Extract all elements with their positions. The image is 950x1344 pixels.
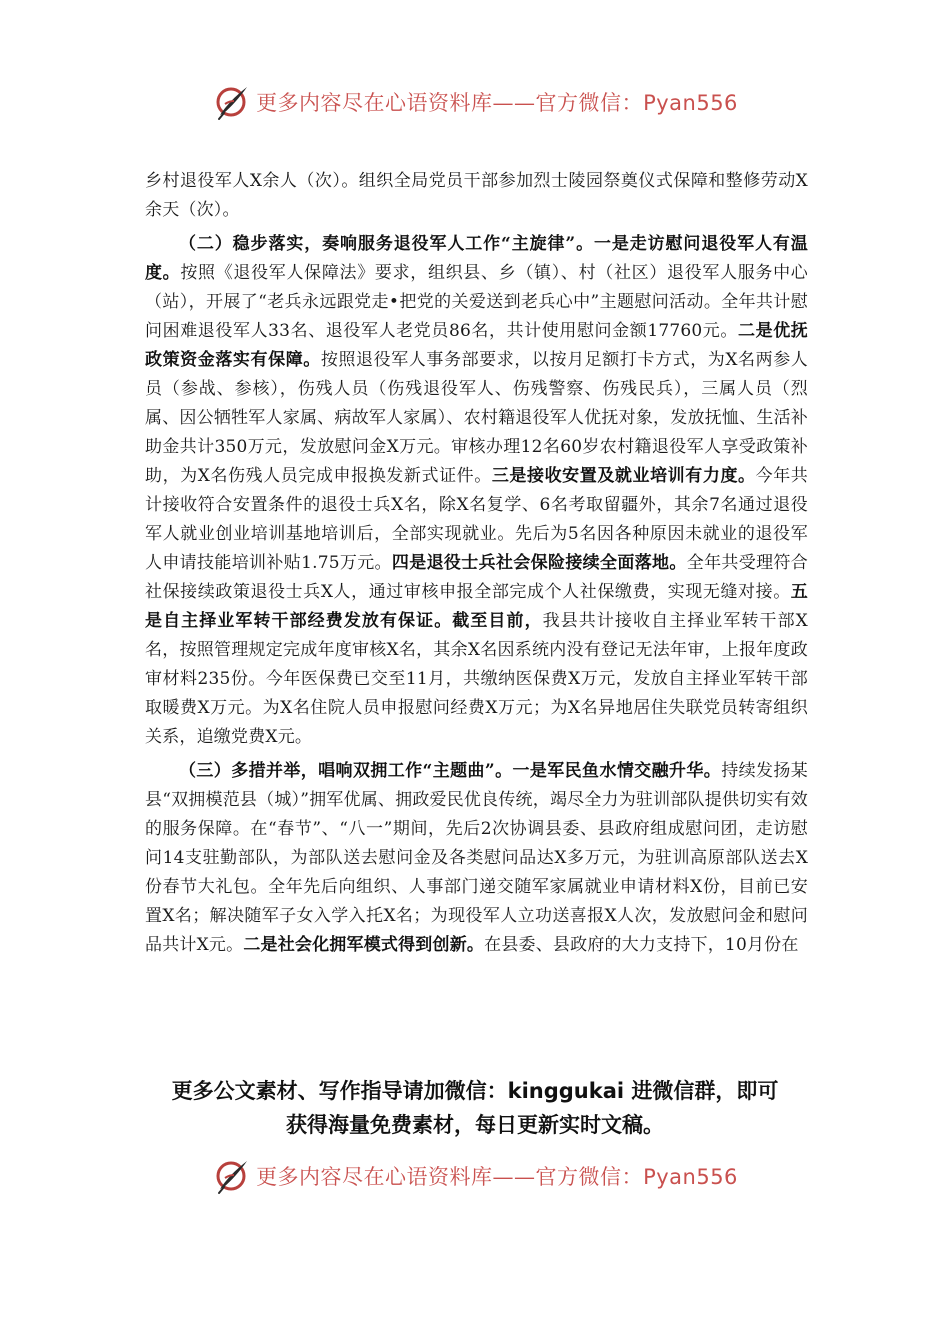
text-run: 今年共计接收符合安置条件的退役士兵X名，除X名复学、6名考取留疆外，其余7名通过退役军人就业创业培训基地培训后，全部实现就业。先后为5名因各种原因未就业的退役军人申请技能培训补贴1.75万元。 (145, 466, 808, 573)
bold-heading-run: 三是接收安置及就业培训有力度。 (491, 466, 756, 486)
watermark-text: 更多内容尽在心语资料库——官方微信：Pyan556 (256, 91, 738, 115)
bold-heading-run: （二）稳步落实，奏响服务退役军人工作“主旋律”。一是走访慰问退役军人有温度。 (145, 234, 808, 283)
document-body (145, 167, 808, 965)
text-run: 乡村退役军人X余人（次）。组织全局党员干部参加烈士陵园祭奠仪式保障和整修劳动X余天（次）。 (145, 171, 808, 220)
promo-notice (130, 1074, 820, 1142)
paragraph-3 (145, 757, 808, 960)
text-run: 持续发扬某县“双拥模范县（城）”拥军优属、拥政爱民优良传统，竭尽全力为驻训部队提供切实有效的服务保障。在“春节”、“八一”期间，先后2次协调县委、县政府组成慰问团，走访慰问14支驻勤部队，为部队送去慰问金及各类慰问品达X多万元，为驻训高原部队送去X份春节大礼包。全年先后向组织、人事部门递交随军家属就业申请材料X份，目前已安置X名；解决随军子女入学入托X名；为现役军人立功送喜报X人次，发放慰问金和慰问品共计X元。 (145, 761, 808, 955)
watermark-text: 更多内容尽在心语资料库——官方微信：Pyan556 (256, 1165, 738, 1189)
text-run: 我县共计接收自主择业军转干部X名，按照管理规定完成年度审核X名，其余X名因系统内没有登记无法年审，上报年度政审材料235份。今年医保费已交至11月，共缴纳医保费X万元，发放自主择业军转干部取暖费X万元。为X名住院人员申报慰问经费X万元；为X名异地居住失联党员转寄组织关系，追缴党费X元。 (145, 611, 808, 747)
quill-logo-icon (212, 82, 252, 122)
paragraph-1 (145, 167, 808, 225)
text-run: 按照退役军人事务部要求，以按月足额打卡方式，为X名两参人员（参战、参核），伤残人员（伤残退役军人、伤残警察、伤残民兵），三属人员（烈属、因公牺牲军人家属、病故军人家属）、农村籍退役军人优抚对象，发放抚恤、生活补助金共计350万元，发放慰问金X万元。审核办理12名60岁农村籍退役军人享受政策补助，为X名伤残人员完成申报换发新式证件。 (145, 350, 809, 486)
header-watermark-banner (0, 80, 950, 124)
bold-heading-run: 二是优抚政策资金落实有保障。 (145, 321, 808, 370)
bold-heading-run: 二是社会化拥军模式得到创新。 (243, 935, 485, 955)
paragraph-2 (145, 230, 808, 752)
text-run: 在县委、县政府的大力支持下，10月份在 (484, 935, 799, 955)
text-run: 全年共受理符合社保接续政策退役士兵X人，通过审核申报全部完成个人社保缴费，实现无缝对接。 (145, 553, 808, 602)
promo-line-2: 获得海量免费素材，每日更新实时文稿。 (286, 1113, 664, 1137)
footer-watermark-banner (0, 1154, 950, 1198)
bold-heading-run: 四是退役士兵社会保险接续全面落地。 (391, 553, 687, 573)
quill-logo-icon (212, 1156, 252, 1196)
promo-line-1: 更多公文素材、写作指导请加微信：kinggukai 进微信群，即可 (171, 1079, 779, 1103)
text-run: 按照《退役军人保障法》要求，组织县、乡（镇）、村（社区）退役军人服务中心（站），开展了“老兵永远跟党走•把党的关爱送到老兵心中”主题慰问活动。全年共计慰问困难退役军人33名、退役军人老党员86名，共计使用慰问金额17760元。 (145, 263, 808, 341)
bold-heading-run: （三）多措并举，唱响双拥工作“主题曲”。一是军民鱼水情交融升华。 (179, 761, 722, 781)
bold-heading-run: 五是自主择业军转干部经费发放有保证。截至目前， (145, 582, 808, 631)
